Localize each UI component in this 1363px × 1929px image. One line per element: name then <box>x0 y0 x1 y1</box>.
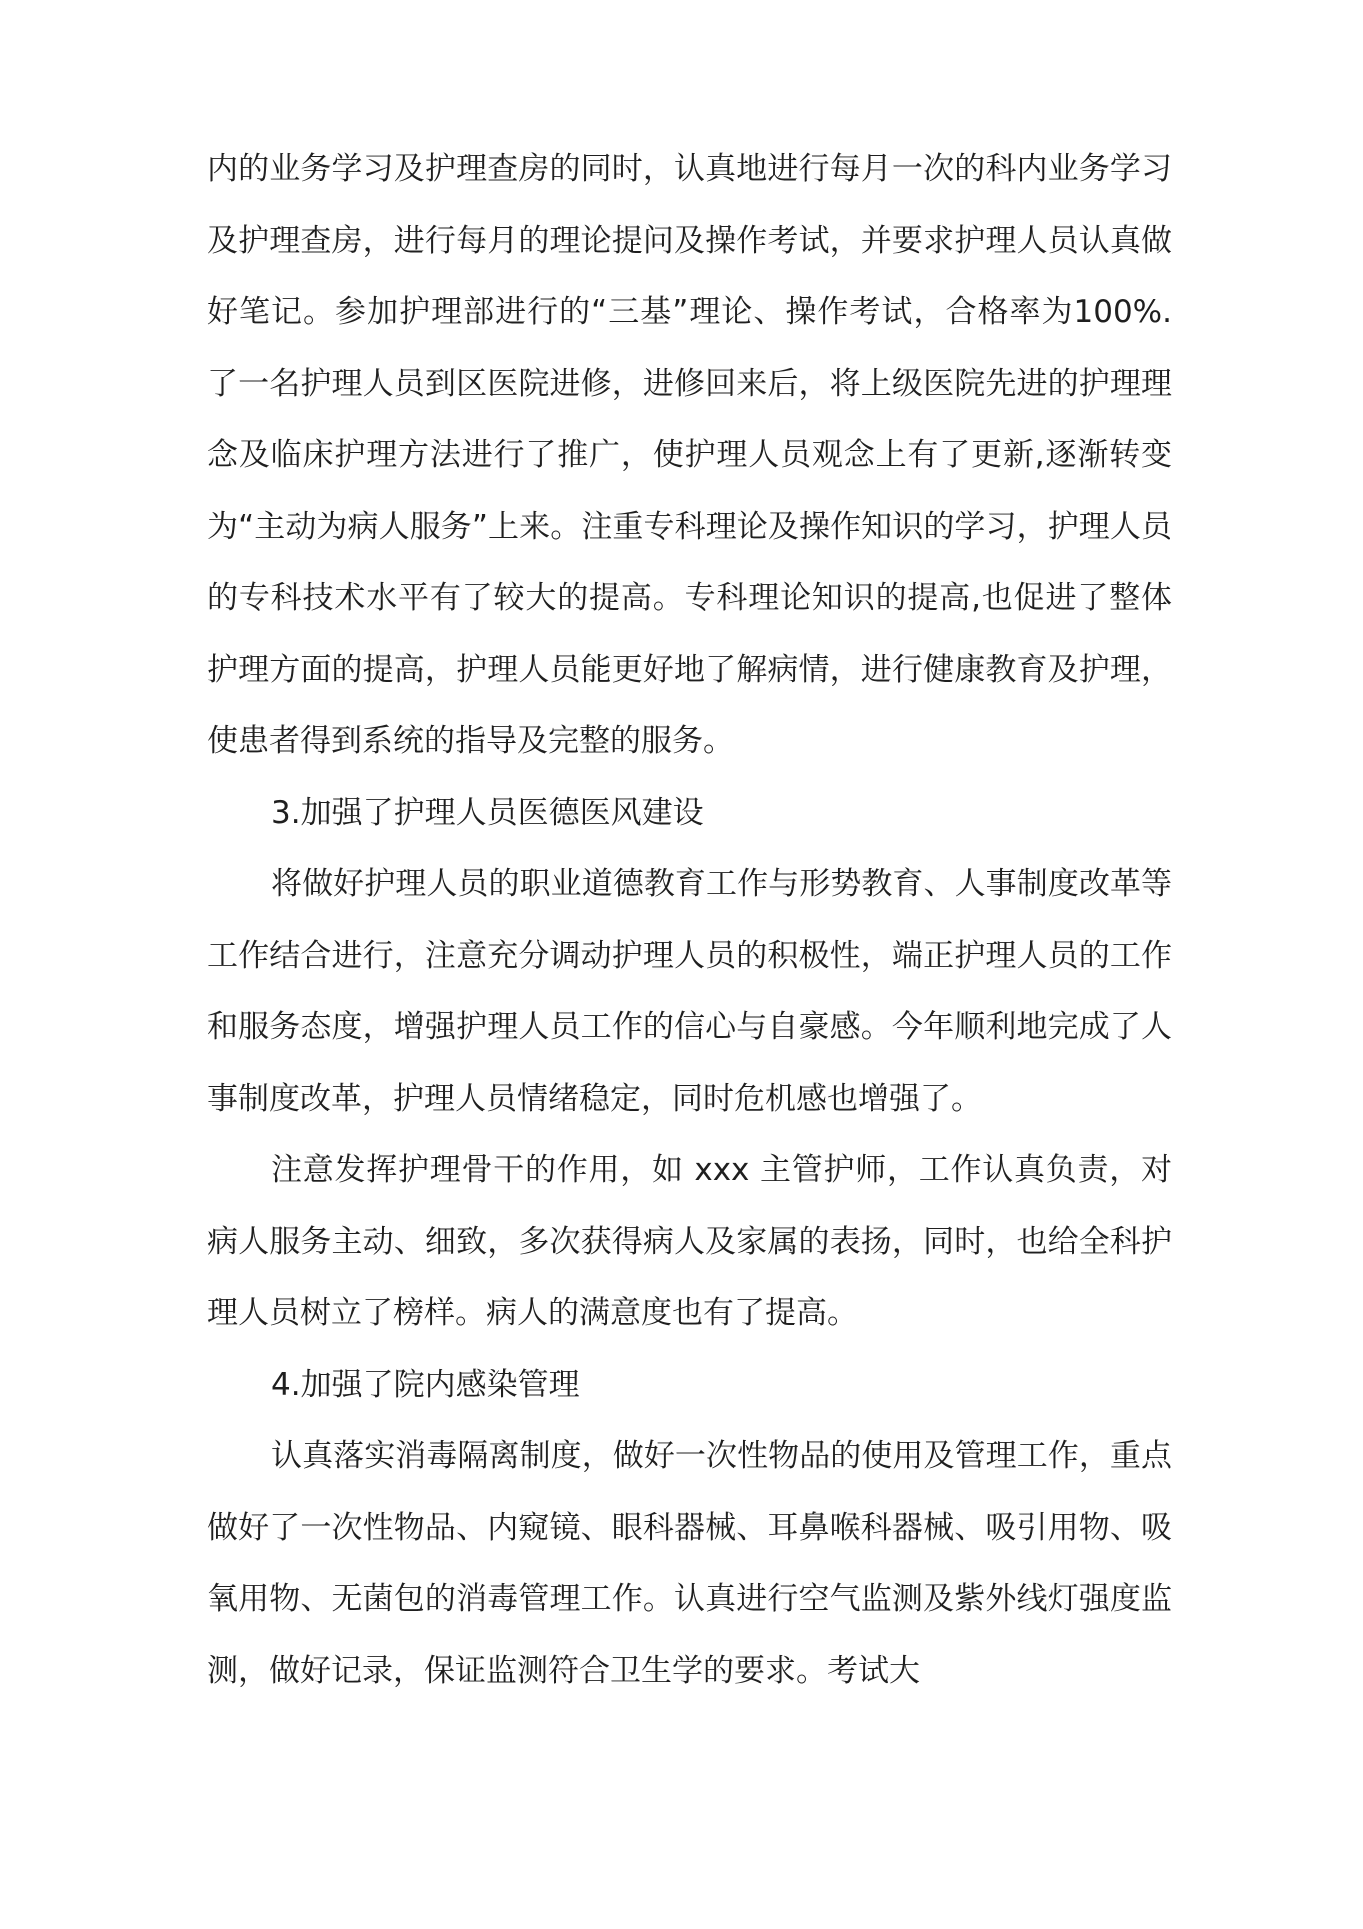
paragraph-infection-control: 认真落实消毒隔离制度，做好一次性物品的使用及管理工作，重点做好了一次性物品、内窥镜、眼科器械、耳鼻喉科器械、吸引用物、吸氧用物、无菌包的消毒管理工作。认真进行空气监测及紫外线灯强度监测，做好记录，保证监测符合卫生学的要求。考试大 <box>207 1438 1172 1689</box>
paragraph-ethics: 将做好护理人员的职业道德教育工作与形势教育、人事制度改革等工作结合进行，注意充分调动护理人员的积极性，端正护理人员的工作和服务态度，增强护理人员工作的信心与自豪感。今年顺利地完成了人事制度改革，护理人员情绪稳定，同时危机感也增强了。 <box>207 866 1172 1117</box>
section-heading-4: 4.加强了院内感染管理 <box>271 1366 580 1403</box>
paragraph-backbone: 注意发挥护理骨干的作用，如 xxx 主管护师，工作认真负责，对病人服务主动、细致，多次获得病人及家属的表扬，同时，也给全科护理人员树立了榜样。病人的满意度也有了提高。 <box>207 1152 1172 1331</box>
document-body <box>207 134 1172 1707</box>
section-heading-3: 3.加强了护理人员医德医风建设 <box>271 794 704 831</box>
paragraph-continued: 内的业务学习及护理查房的同时，认真地进行每月一次的科内业务学习及护理查房，进行每月的理论提问及操作考试，并要求护理人员认真做好笔记。参加护理部进行的“三基”理论、操作考试，合格率为100%.了一名护理人员到区医院进修，进修回来后，将上级医院先进的护理理念及临床护理方法进行了推广，使护理人员观念上有了更新,逐渐转变为“主动为病人服务”上来。注重专科理论及操作知识的学习，护理人员的专科技术水平有了较大的提高。专科理论知识的提高,也促进了整体护理方面的提高，护理人员能更好地了解病情，进行健康教育及护理，使患者得到系统的指导及完整的服务。 <box>207 151 1172 759</box>
